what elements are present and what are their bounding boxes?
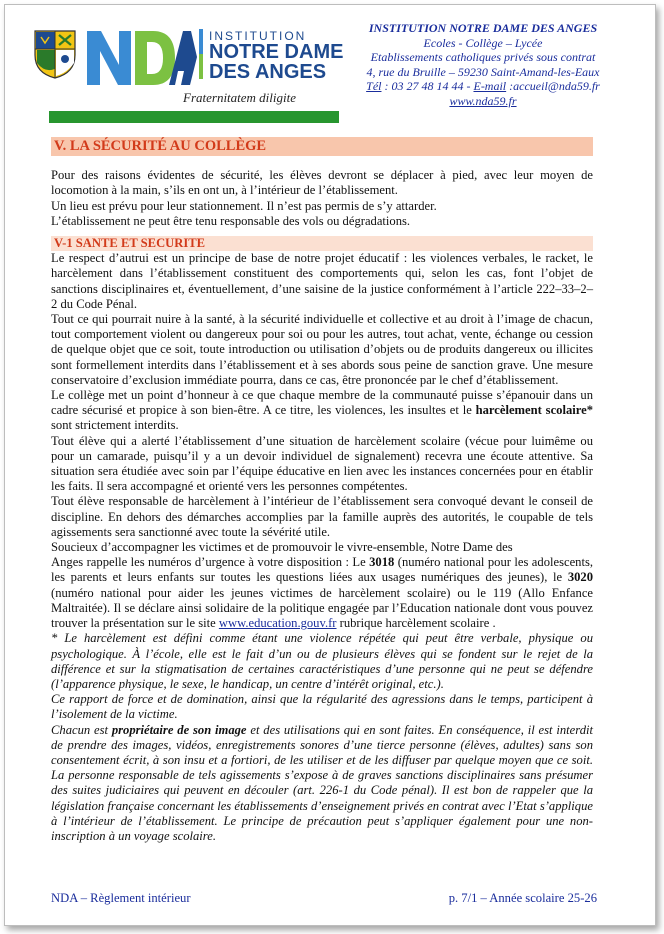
paragraph-victims-intro: Soucieux d’accompagner les victimes et de promouvoir le vivre-ensemble, Notre Dame des [51,540,513,555]
subsection-title: V-1 SANTE ET SECURITE [51,236,593,251]
footer-page-number: p. 7/1 – Année scolaire 25-26 [448,891,597,905]
contact-status: Etablissements catholiques privés sous contrat [370,50,596,64]
number-3020: 3020 [567,570,593,585]
text-span: sont strictement interdits. [51,418,179,433]
bold-text: harcèlement scolaire* [475,403,593,418]
education-gouv-link[interactable]: www.education.gouv.fr [218,616,337,631]
main-content [51,137,593,844]
text-span: Anges rappelle les numéros d’urgence à votre disposition : Le [51,555,370,570]
note-definition: * Le harcèlement est défini comme étant une violence répétée qui peut être verbale, physique ou psychologique. À l’école, elle est le fait d’un ou de plusieurs élèves qui se fondent sur le rejet de la différence et sur la stigmatisation de certaines caractéristiques d’une personne qui ne peut se défendre (l’apparence physique, le sexe, le handicap, un centre d’intérêt original, etc.). [51,631,593,691]
intro-paragraph-2: Un lieu est prévu pour leur stationnement. Il n’est pas permis de s’y attarder. [51,198,437,213]
logo-divider [199,29,203,79]
text-span: Chacun est [51,722,112,737]
paragraph-discipline: Tout élève responsable de harcèlement à l’intérieur de l’établissement sera convoqué devant le conseil de discipline. En dehors des démarches accomplies par la famille auprès des autorités, le coupable de tels agissements sera sanctionné avec toute la sévérité utile. [51,494,593,539]
tel-label: Tél [366,79,382,93]
bold-text: propriétaire de son image [111,722,247,737]
contact-address: 4, rue du Bruille – 59230 Saint-Amand-les-Eaux [366,64,600,79]
logo-institution-name [209,42,369,82]
text-span: rubrique harcèlement scolaire . [336,616,496,631]
note-image-rights [51,723,593,845]
text-span: et des utilisations qui en sont faites. En conséquence, il est interdit de prendre des images, vidéos, enregistrements sonores d’une tierce personne (élèves, adultes) sans son consentement écrit, à son insu et a fortiori, de les utiliser et de les diffuser par quelque moyen que ce soit. La personne responsable de tels agissements s’expose à de graves sanctions disciplinaires sans présumer des suites judiciaires qui peuvent en découler (art. 226-1 du Code pénal). Il est bon de rappeler que la législation française concernant les établissements d’enseignement privés en contrat avec l’Etat s’applique à l’intérieur de l’établissement. Le principe de précaution peut s’appliquer également pour une non-inscription à un voyage scolaire. [51,722,593,843]
document-page [4,4,656,926]
paragraph-emergency-numbers [51,555,593,631]
institution-logo [33,23,353,103]
crest-icon [33,29,77,79]
number-3018: 3018 [369,555,395,570]
tel-value: : 03 27 48 14 44 - [381,79,474,93]
contact-block [349,21,617,108]
note-domination: Ce rapport de force et de domination, ainsi que la régularité des agressions dans le temps, participent à l’isolement de la victime. [51,692,593,722]
email-label: E-mail [473,79,507,93]
intro-paragraph-3: L’établissement ne peut être tenu responsable des vols ou dégradations. [51,213,411,228]
contact-phone-email [349,79,617,94]
section-title: V. LA SÉCURITÉ AU COLLÈGE [51,137,593,156]
contact-name: INSTITUTION NOTRE DAME DES ANGES [368,21,598,35]
header-green-bar [49,111,339,123]
text-span: Le collège met un point d’honneur à ce que chaque membre de la communauté puisse s’épanouir dans un cadre sécurisé et propice à son bien-être. A ce titre, les violences, les insultes et le [51,388,593,418]
paragraph-health: Tout ce qui pourrait nuire à la santé, à la sécurité individuelle et collective et au droit à l’image de chacun, tout comportement violent ou dangereux pour soi ou pour les autres, tout achat, vente, échange ou cession de quelque objet que ce soit, toute introduction ou utilisation d’objets ou de produits dangereux ou illicites sont formellement interdits dans l’établissement et à ses abords sous peine de sanction grave. Une mesure conservatoire d’exclusion immédiate pourra, dans ce cas, être prononcée par le chef d’établissement. [51,312,593,387]
footer-title: NDA – Règlement intérieur [51,891,191,905]
logo-name-line1: NOTRE DAME [209,41,344,63]
text-span: (numéro national pour les adolescents, les parents et leurs enfants sur toutes les questions liées aux usages numériques des jeunes), le [51,555,594,585]
paragraph-alert: Tout élève qui a alerté l’établissement d’une situation de harcèlement scolaire (vécue pour luimême ou pour un camarade, puisqu’il y a un devoir individuel de signalement) recevra une écoute attentive. Sa situation sera étudiée avec soin par l’équipe éducative en lien avec les instances concernées pour en établir les faits. Il sera accompagné et orienté vers les personnes compétentes. [51,433,593,494]
intro-paragraph-1: Pour des raisons évidentes de sécurité, les élèves devront se déplacer à pied, avec leur moyen de locomotion à la main, s’ils en ont un, à l’intérieur de l’établissement. [51,168,593,198]
website-link[interactable]: www.nda59.fr [449,93,517,108]
logo-institution-label: INSTITUTION [209,29,307,43]
logo-name-line2: DES ANGES [209,61,327,83]
nda-logo-icon [85,27,197,87]
email-value[interactable]: :accueil@nda59.fr [506,79,600,93]
paragraph-respect: Le respect d’autrui est un principe de base de notre projet éducatif : les violences verbales, le racket, le harcèlement dans l’établissement constituent des comportements qui, selon les cas, font l’objet de sanctions disciplinaires et, éventuellement, d’une saisine de la justice conformément à l’article 222–33–2– 2 du Code Pénal. [51,251,593,311]
motto: Fraternitatem diligite [183,90,297,105]
text-span: (numéro national pour aider les jeunes victimes de harcèlement scolaire) ou le 119 (Allo Enfance Maltraitée). Il se déclare ainsi solidaire de la politique engagée par l’Education nationale dont vous pouvez trouver la présentation sur le site [51,585,593,631]
contact-schools: Ecoles - Collège – Lycée [423,35,543,50]
paragraph-wellbeing [51,388,593,434]
